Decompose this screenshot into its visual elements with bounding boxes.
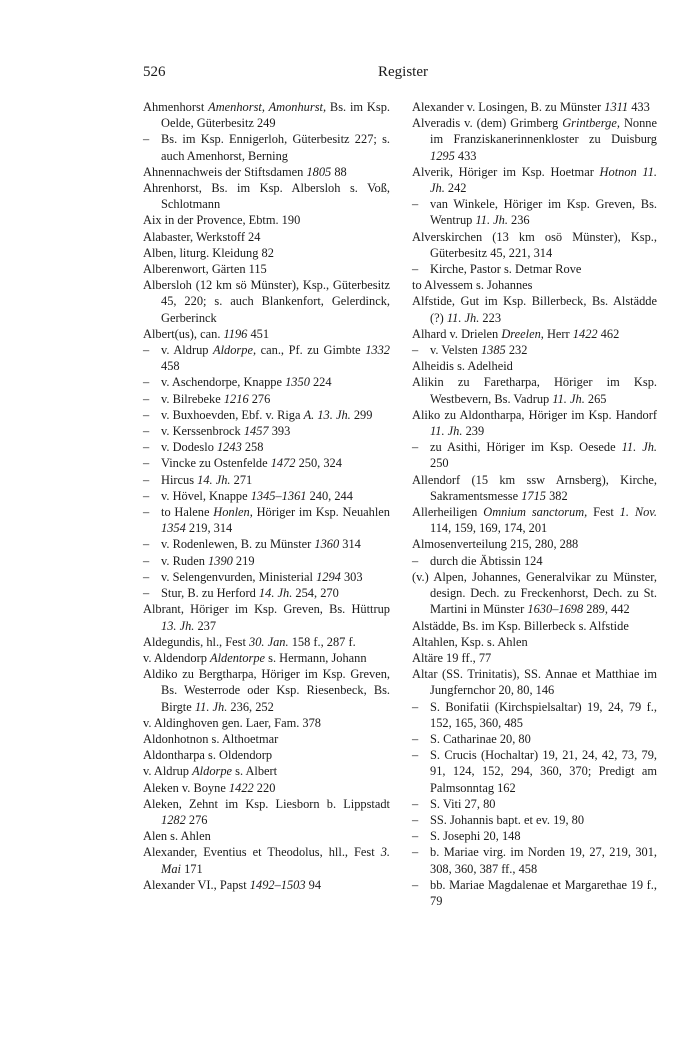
index-entry — [143, 488, 390, 504]
index-entry — [143, 472, 390, 488]
entry-text: s. Albert — [232, 764, 278, 779]
index-entry — [412, 293, 657, 325]
entry-text: 224 — [309, 375, 332, 390]
index-entry — [412, 650, 657, 666]
entry-text: Aix in der Provence, Ebtm. 190 — [143, 213, 301, 228]
entry-text: 158 f., 287 f. — [288, 634, 356, 649]
entry-text: Aliko zu Aldontharpa, Höriger im Ksp. Handorf — [412, 407, 657, 422]
index-entry — [143, 391, 390, 407]
entry-text: S. Viti 27, 80 — [430, 796, 496, 811]
index-entry — [412, 731, 657, 747]
entry-text: v. Aldrup — [161, 343, 214, 358]
entry-text: 276 — [185, 812, 208, 827]
entry-text: v. Kerssenbrock — [161, 424, 244, 439]
index-entry — [143, 374, 390, 390]
entry-text: 239 — [462, 424, 485, 439]
index-entry — [412, 196, 657, 228]
entry-text: v. Dodeslo — [161, 440, 217, 455]
entry-text: Alveradis v. (dem) Grimberg — [412, 116, 563, 131]
index-entry — [143, 407, 390, 423]
entry-italic-text: Dreelen, — [501, 326, 544, 341]
index-entry — [143, 715, 390, 731]
entry-text: 382 — [545, 488, 568, 503]
entry-italic-text: 11. Jh. — [552, 391, 585, 406]
entry-text: Almosenverteilung 215, 280, 288 — [412, 537, 579, 552]
entry-italic-text: 1492–1503 — [249, 877, 306, 892]
entry-text: Alstädde, Bs. im Ksp. Billerbeck s. Alfstide — [412, 618, 629, 633]
index-entry — [412, 699, 657, 731]
index-entry — [412, 877, 657, 909]
index-entry — [412, 164, 657, 196]
entry-text: 258 — [241, 440, 264, 455]
entry-text: Alhard v. Drielen — [412, 326, 502, 341]
entry-italic-text: Amenhorst, Amonhurst, — [208, 100, 327, 114]
entry-text: v. Aldinghoven gen. Laer, Fam. 378 — [143, 715, 321, 730]
entry-text: Nonne im Franziskanerinnenkloster zu Duisburg — [430, 116, 657, 147]
entry-italic-text: 1216 — [223, 391, 249, 406]
index-entry — [143, 212, 390, 228]
index-entry — [412, 99, 657, 115]
index-entry — [143, 650, 390, 666]
index-entry — [412, 115, 657, 164]
entry-text: v. Selengenvurden, Ministerial — [161, 569, 317, 584]
index-entry — [412, 342, 657, 358]
entry-text: Höriger im Ksp. Neuahlen — [252, 505, 391, 520]
index-entry — [412, 261, 657, 277]
index-entry — [143, 569, 390, 585]
entry-text: 219 — [232, 553, 255, 568]
entry-text: 433 — [454, 148, 477, 163]
entry-italic-text: Aldorpe, — [213, 343, 257, 358]
index-entry — [412, 812, 657, 828]
entry-text: can., Pf. zu Gimbte — [256, 343, 366, 358]
entry-italic-text: 1805 — [306, 164, 332, 179]
entry-italic-text: 1332 — [365, 343, 390, 358]
entry-italic-text: 30. Jan. — [249, 634, 289, 649]
index-entry — [143, 423, 390, 439]
entry-text: 237 — [194, 618, 217, 633]
entry-text: 88 — [331, 164, 347, 179]
entry-text: 250, 324 — [295, 456, 342, 471]
entry-text: Hircus — [161, 472, 198, 487]
entry-text: Aldiko zu Bergtharpa, Höriger im Ksp. Greven, Bs. Westerrode oder Ksp. Riesenbeck, Bs. Birgte — [143, 667, 390, 714]
entry-text: 250 — [430, 456, 449, 471]
entry-text: Bs. im Ksp. Ennigerloh, Güterbesitz 227; s. auch Amenhorst, Berning — [161, 132, 390, 163]
index-column-right — [412, 99, 657, 909]
index-entry — [143, 634, 390, 650]
entry-text: Alabaster, Werkstoff 24 — [143, 229, 261, 244]
entry-text: Stur, B. zu Herford — [161, 586, 259, 601]
entry-text: 289, 442 — [583, 602, 630, 617]
entry-italic-text: 14. Jh. — [258, 586, 293, 601]
index-entry — [412, 796, 657, 812]
entry-italic-text: 11. Jh. — [621, 440, 657, 455]
entry-text: Alexander v. Losingen, B. zu Münster — [412, 100, 605, 114]
entry-text: Alexander, Eventius et Theodolus, hll., Fest — [143, 845, 381, 860]
index-entry — [143, 439, 390, 455]
entry-text: S. Josephi 20, 148 — [430, 829, 521, 844]
entry-text: v. Aschendorpe, Knappe — [161, 375, 286, 390]
index-entry — [412, 828, 657, 844]
entry-italic-text: 1715 — [521, 488, 546, 503]
entry-text: s. Hermann, Johann — [265, 650, 367, 665]
index-entry — [143, 747, 390, 763]
entry-text: S. Crucis (Hochaltar) 19, 21, 24, 42, 73, 79, 91, 124, 152, 294, 360, 370; Predigt am Palmsonntag 162 — [430, 748, 657, 795]
entry-italic-text: 1390 — [208, 553, 233, 568]
entry-text: v. Ruden — [161, 553, 209, 568]
entry-text: Albersloh (12 km sö Münster), Ksp., Güterbesitz 45, 220; s. auch Blankenfort, Gelerdinck, Gerberinck — [143, 278, 390, 325]
entry-text: 265 — [584, 391, 607, 406]
entry-text: Alverik, Höriger im Ksp. Hoetmar — [412, 164, 600, 179]
entry-text: Herr — [543, 326, 573, 341]
entry-text: 271 — [230, 472, 253, 487]
index-entry — [143, 180, 390, 212]
index-entry — [143, 796, 390, 828]
entry-text: 223 — [479, 310, 502, 325]
index-entry — [143, 844, 390, 876]
entry-italic-text: 1354 — [161, 521, 186, 536]
entry-italic-text: 1422 — [572, 326, 598, 341]
entry-text: Ahmenhorst — [143, 100, 209, 114]
entry-italic-text: 1. Nov. — [619, 505, 657, 520]
entry-italic-text: 11. Jh. — [194, 699, 228, 714]
index-column-left — [143, 99, 390, 893]
entry-text: Alexander VI., Papst — [143, 877, 250, 892]
index-entry — [143, 877, 390, 893]
entry-text: Bs. im Ksp. Oelde, Güterbesitz 249 — [161, 100, 390, 131]
index-entry — [412, 634, 657, 650]
entry-text: 314 — [339, 537, 361, 552]
index-entry — [143, 731, 390, 747]
index-entry — [143, 99, 390, 131]
index-entry — [412, 569, 657, 618]
entry-text: to Alvessem s. Johannes — [412, 278, 533, 293]
entry-text: Aldonhotnon s. Althoetmar — [143, 731, 279, 746]
index-entry — [412, 472, 657, 504]
index-entry — [143, 828, 390, 844]
entry-italic-text: Aldorpe — [192, 764, 233, 779]
index-entry — [412, 439, 657, 471]
index-entry — [412, 618, 657, 634]
index-entry — [143, 601, 390, 633]
entry-text: zu Asithi, Höriger im Ksp. Oesede — [430, 440, 622, 455]
entry-italic-text: 1196 — [223, 326, 248, 341]
entry-italic-text: 1294 — [316, 569, 341, 584]
entry-text: 276 — [248, 391, 271, 406]
entry-text: Alen s. Ahlen — [143, 829, 211, 844]
entry-italic-text: 1295 — [430, 148, 455, 163]
entry-italic-text: 1472 — [270, 456, 296, 471]
index-entry — [143, 585, 390, 601]
entry-text: to Halene — [161, 505, 214, 520]
index-entry — [412, 536, 657, 552]
entry-text: 114, 159, 169, 174, 201 — [430, 521, 548, 536]
entry-text: Alheidis s. Adelheid — [412, 359, 513, 374]
entry-text: Alverskirchen (13 km osö Münster), Ksp., Güterbesitz 45, 221, 314 — [412, 229, 657, 260]
entry-text: 240, 244 — [306, 488, 353, 503]
entry-text: Ahrenhorst, Bs. im Ksp. Albersloh s. Voß, Schlotmann — [143, 181, 390, 212]
index-entry — [412, 407, 657, 439]
entry-italic-text: 11. Jh. — [475, 213, 508, 228]
entry-text: 254, 270 — [292, 586, 339, 601]
entry-text: Alben, liturg. Kleidung 82 — [143, 245, 274, 260]
entry-italic-text: 3. Mai — [161, 845, 390, 876]
entry-text: v. Rodenlewen, B. zu Münster — [161, 537, 315, 552]
entry-italic-text: Grintberge, — [562, 116, 620, 131]
entry-text: S. Bonifatii (Kirchspielsaltar) 19, 24, 79 f., 152, 165, 360, 485 — [430, 699, 657, 730]
entry-text: 393 — [268, 424, 291, 439]
entry-text: v. Velsten — [430, 343, 481, 358]
entry-text: 433 — [628, 100, 650, 114]
running-head: Register — [378, 64, 428, 80]
index-entry — [143, 780, 390, 796]
entry-text: Ahnennachweis der Stiftsdamen — [143, 164, 307, 179]
entry-text: 94 — [305, 877, 322, 892]
entry-text: SS. Johannis bapt. et ev. 19, 80 — [430, 812, 585, 827]
index-entry — [143, 229, 390, 245]
index-entry — [412, 553, 657, 569]
entry-text: b. Mariae virg. im Norden 19, 27, 219, 301, 308, 360, 387 ff., 458 — [430, 845, 657, 876]
index-entry — [143, 763, 390, 779]
entry-italic-text: 1350 — [285, 375, 310, 390]
entry-text: Kirche, Pastor s. Detmar Rove — [430, 262, 582, 277]
index-entry — [143, 666, 390, 715]
index-entry — [143, 342, 390, 374]
entry-text: Allendorf (15 km ssw Arnsberg), Kirche, Sakramentsmesse — [412, 472, 657, 503]
index-entry — [143, 504, 390, 536]
entry-italic-text: A. 13. Jh. — [303, 407, 351, 422]
entry-text: Alberenwort, Gärten 115 — [143, 262, 267, 277]
entry-italic-text: 1385 — [480, 343, 506, 358]
entry-italic-text: 1282 — [161, 812, 186, 827]
index-entry — [143, 326, 390, 342]
entry-italic-text: 1243 — [216, 440, 242, 455]
index-entry — [143, 261, 390, 277]
entry-italic-text: 14. Jh. — [197, 472, 231, 487]
index-entry — [143, 164, 390, 180]
entry-text: S. Catharinae 20, 80 — [430, 731, 531, 746]
entry-text: Aleken, Zehnt im Ksp. Liesborn b. Lippstadt — [143, 796, 390, 811]
entry-text: 219, 314 — [185, 521, 233, 536]
entry-text: Albrant, Höriger im Ksp. Greven, Bs. Hüttrup — [143, 602, 390, 617]
entry-text: 220 — [253, 780, 276, 795]
entry-text: Alfstide, Gut im Ksp. Billerbeck, Bs. Alstädde (?) — [412, 294, 657, 325]
index-entry — [412, 844, 657, 876]
entry-italic-text: 13. Jh. — [161, 618, 195, 633]
index-entry — [143, 536, 390, 552]
entry-text: v. Aldendorp — [143, 650, 210, 665]
entry-text: Albert(us), can. — [143, 326, 224, 341]
entry-italic-text: Hotnon 11. Jh. — [430, 164, 657, 196]
entry-text: Aldontharpa s. Oldendorp — [143, 748, 273, 763]
entry-text: Aleken v. Boyne — [143, 780, 229, 795]
entry-text: Altahlen, Ksp. s. Ahlen — [412, 634, 528, 649]
entry-text: Allerheiligen — [412, 505, 484, 520]
entry-text: v. Hövel, Knappe — [161, 488, 251, 503]
entry-text: Altar (SS. Trinitatis), SS. Annae et Matthiae im Jungfernchor 20, 80, 146 — [412, 667, 657, 698]
index-entry — [412, 358, 657, 374]
entry-text: v. Aldrup — [143, 764, 193, 779]
entry-italic-text: 1457 — [243, 424, 269, 439]
entry-text: v. Buxhoevden, Ebf. v. Riga — [161, 407, 304, 422]
entry-text: 171 — [180, 861, 203, 876]
entry-text: Fest — [587, 505, 620, 520]
entry-text: Alikin zu Faretharpa, Höriger im Ksp. Westbevern, Bs. Vadrup — [412, 375, 657, 406]
entry-text: Aldegundis, hl., Fest — [143, 634, 250, 649]
index-entry — [412, 747, 657, 796]
index-entry — [143, 455, 390, 471]
entry-italic-text: 11. Jh. — [430, 424, 463, 439]
entry-italic-text: 1422 — [228, 780, 254, 795]
index-entry — [412, 374, 657, 406]
entry-text: Vincke zu Ostenfelde — [161, 456, 271, 471]
entry-italic-text: Honlen, — [213, 505, 253, 520]
index-entry — [143, 553, 390, 569]
index-entry — [412, 666, 657, 698]
entry-italic-text: Omnium sanctorum, — [483, 505, 588, 520]
index-entry — [143, 245, 390, 261]
index-entry — [412, 229, 657, 261]
entry-text: bb. Mariae Magdalenae et Margarethae 19 f., 79 — [430, 877, 657, 908]
entry-italic-text: 1311 — [604, 100, 629, 114]
entry-text: 242 — [444, 181, 467, 196]
entry-italic-text: 1345–1361 — [250, 488, 307, 503]
index-entry — [412, 326, 657, 342]
entry-italic-text: Aldentorpe — [210, 650, 266, 665]
index-entry — [412, 277, 657, 293]
entry-text: v. Bilrebeke — [161, 391, 224, 406]
entry-italic-text: 11. Jh. — [446, 310, 480, 325]
entry-text: 462 — [597, 326, 620, 341]
entry-text: 303 — [340, 569, 363, 584]
entry-italic-text: 1630–1698 — [527, 602, 584, 617]
entry-text: 451 — [247, 326, 270, 341]
entry-text: 299 — [350, 407, 373, 422]
entry-italic-text: 1360 — [314, 537, 340, 552]
entry-text: (v.) Alpen, Johannes, Generalvikar zu Münster, design. Dech. zu Freckenhorst, Dech. zu St. Martini in Münster — [412, 569, 657, 617]
entry-text: Altäre 19 ff., 77 — [412, 650, 492, 665]
index-entry — [143, 277, 390, 326]
index-entry — [143, 131, 390, 163]
entry-text: 232 — [505, 343, 528, 358]
entry-text: 236, 252 — [227, 699, 274, 714]
entry-text: 236 — [507, 213, 530, 228]
entry-text: van Winkele, Höriger im Ksp. Greven, Bs. Wentrup — [430, 197, 657, 228]
entry-text: 458 — [161, 359, 180, 374]
page-number: 526 — [143, 64, 166, 80]
entry-text: durch die Äbtissin 124 — [430, 553, 543, 568]
index-entry — [412, 504, 657, 536]
